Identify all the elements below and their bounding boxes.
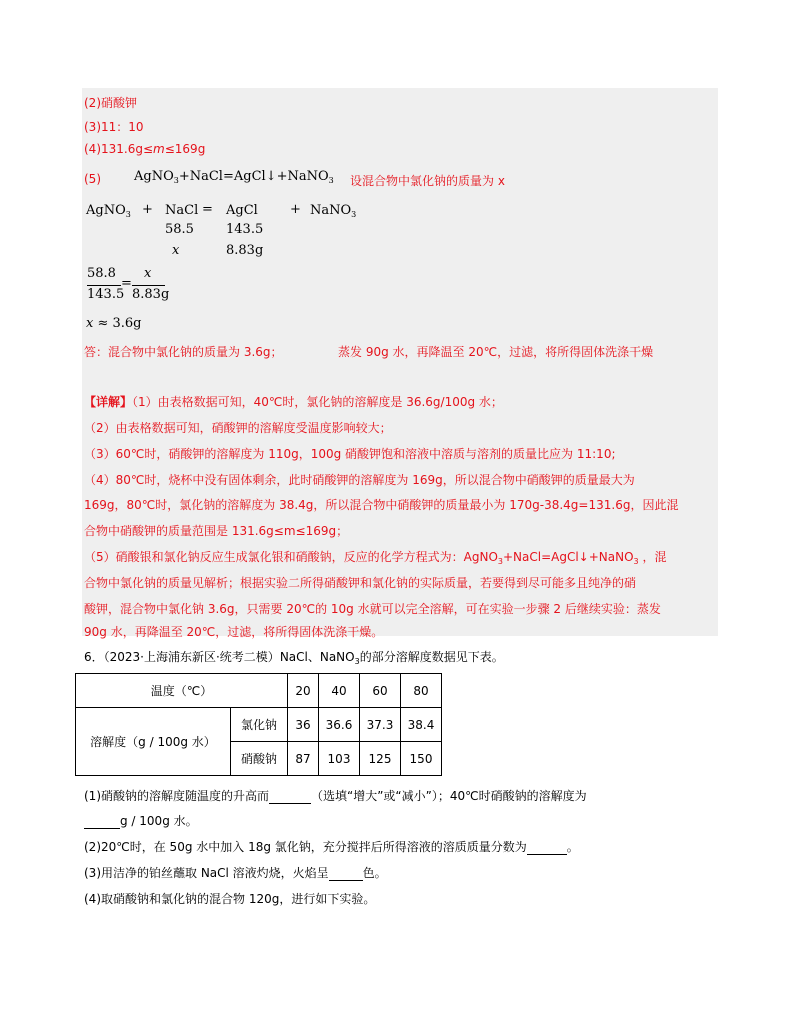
fraction-equals: =	[121, 276, 132, 291]
stoich-nano3: NaNO$_3$	[310, 203, 357, 219]
explanation-p4-line3: 合物中硝酸钾的质量范围是 131.6g≤m≤169g；	[84, 524, 349, 538]
stoich-nacl-mass: 58.5	[165, 222, 194, 237]
explanation-p1: 【详解】（1）由表格数据可知，40℃时，氯化钠的溶解度是 36.6g/100g 水；	[84, 395, 503, 409]
explanation-p5-line2: 合物中氯化钠的质量见解析；根据实验二所得硝酸钾和氯化钠的实际质量，若要得到尽可能多且纯净的硝	[84, 576, 637, 590]
approx-result: x ≈ 3.6g	[86, 316, 142, 331]
stoich-agcl-actual: 8.83g	[226, 243, 264, 258]
question-6-part-1: (1)硝酸钠的溶解度随温度的升高而 （选填“增大”或“减小”）；40℃时硝酸钠的溶解度为	[84, 789, 587, 803]
explanation-p5-line3: 酸钾，混合物中氯化钠 3.6g，只需要 20℃的 10g 水就可以完全溶解，可在实验一步骤 2 后继续实验：蒸发	[84, 602, 661, 616]
table-cell: 150	[401, 742, 442, 776]
table-cell: 37.3	[360, 708, 401, 742]
temp-cell: 80	[401, 674, 442, 708]
answer-blank[interactable]	[269, 791, 311, 804]
temp-cell: 40	[319, 674, 360, 708]
table-cell: 125	[360, 742, 401, 776]
fraction-left: 58.8 143.5	[87, 266, 125, 302]
question-6-part-4: (4)取硝酸钠和氯化钠的混合物 120g，进行如下实验。	[84, 892, 376, 906]
answer-4: (4)131.6g≤m≤169g	[84, 142, 206, 156]
answer-blank[interactable]	[84, 816, 120, 829]
explanation-p5-line1: （5）硝酸银和氯化钠反应生成氯化银和硝酸钠，反应的化学方程式为：AgNO$_3$+NaCl=AgCl↓+NaNO$_3$ ，混	[84, 550, 667, 566]
question-6-part-1-cont: g / 100g 水。	[84, 812, 198, 829]
stoich-agcl-mass: 143.5	[226, 222, 264, 237]
stoich-agno3: AgNO$_3$	[86, 203, 131, 219]
answer-5-label: (5)	[84, 172, 101, 186]
answer-blank[interactable]	[527, 842, 567, 855]
temp-header: 温度（℃）	[76, 674, 288, 708]
question-source: （2023·上海浦东新区·统考二模）	[103, 650, 280, 664]
explanation-p4-line2: 169g，80℃时，氯化钠的溶解度为 38.4g，所以混合物中硝酸钾的质量最小为 170g-38.4g=131.6g，因此混	[84, 498, 679, 512]
stoich-unknown-x: x	[172, 243, 180, 258]
explanation-p4-line1: （4）80℃时，烧杯中没有固体剩余，此时硝酸钾的溶解度为 169g，所以混合物中硝酸钾的质量最大为	[84, 473, 635, 487]
stoich-equals: =	[202, 202, 213, 217]
temp-cell: 60	[360, 674, 401, 708]
row-label-nano3: 硝酸钠	[231, 742, 288, 776]
table-row	[76, 708, 442, 742]
fraction-right: x 8.83g	[132, 266, 170, 302]
answer-3: (3)11：10	[84, 120, 144, 134]
question-6-part-3: (3)用洁净的铂丝蘸取 NaCl 溶液灼烧，火焰呈 色。	[84, 866, 387, 880]
answer-blank[interactable]	[329, 868, 363, 881]
temp-cell: 20	[288, 674, 319, 708]
explanation-p2: （2）由表格数据可知，硝酸钾的溶解度受温度影响较大；	[84, 421, 392, 435]
table-cell: 38.4	[401, 708, 442, 742]
explanation-tag: 【详解】	[84, 395, 133, 409]
table-cell: 103	[319, 742, 360, 776]
solubility-header: 溶解度（g / 100g 水）	[76, 708, 231, 776]
question-6-part-2: (2)20℃时，在 50g 水中加入 18g 氯化钠，充分搅拌后所得溶液的溶质质量分数为 。	[84, 840, 579, 854]
question-6-stem: 6．（2023·上海浦东新区·统考二模）NaCl、NaNO$_3$的部分溶解度数据见下表。	[84, 650, 504, 666]
table-cell: 87	[288, 742, 319, 776]
stoich-nacl: NaCl	[165, 203, 199, 218]
explanation-p5-line4: 90g 水，再降温至 20℃，过滤，将所得固体洗涤干燥。	[84, 625, 384, 639]
table-row	[76, 674, 442, 708]
chemical-equation: AgNO$_3$+NaCl=AgCl↓+NaNO$_3$	[134, 169, 334, 185]
conclusion-procedure: 蒸发 90g 水，再降温至 20℃，过滤，将所得固体洗涤干燥	[338, 345, 654, 359]
equation-note: 设混合物中氯化钠的质量为 x	[350, 174, 505, 188]
table-cell: 36	[288, 708, 319, 742]
solubility-table	[75, 673, 442, 776]
answer-2: (2)硝酸钾	[84, 96, 137, 110]
table-cell: 36.6	[319, 708, 360, 742]
conclusion-mass: 答：混合物中氯化钠的质量为 3.6g；	[84, 345, 283, 359]
stoich-plus-2: +	[290, 202, 301, 217]
row-label-nacl: 氯化钠	[231, 708, 288, 742]
stoich-agcl: AgCl	[226, 203, 258, 218]
stoich-plus-1: +	[142, 202, 153, 217]
explanation-p3: （3）60℃时，硝酸钾的溶解度为 110g，100g 硝酸钾饱和溶液中溶质与溶剂的质量比应为 11:10;	[84, 447, 616, 461]
